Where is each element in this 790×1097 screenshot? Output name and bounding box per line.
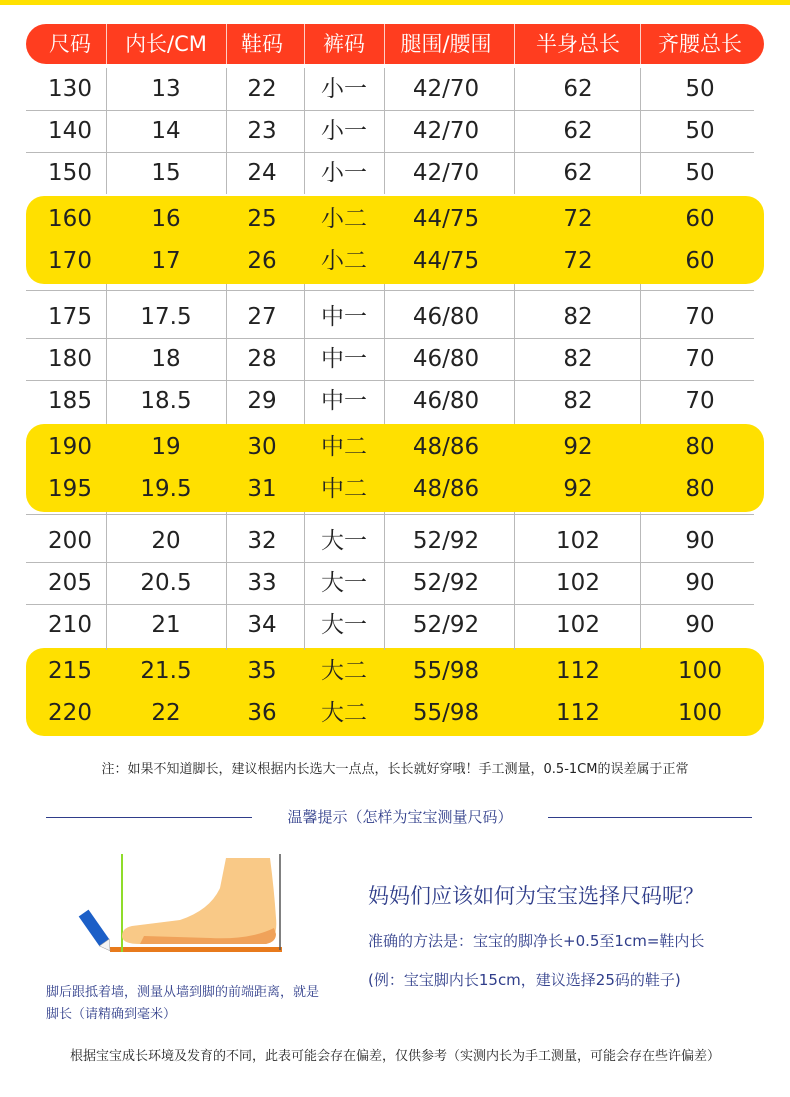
table-cell: 中一 bbox=[321, 346, 367, 372]
table-cell: 80 bbox=[685, 434, 715, 460]
table-cell: 52/92 bbox=[412, 570, 480, 596]
table-cell: 22 bbox=[151, 700, 181, 726]
table-cell: 220 bbox=[48, 700, 92, 726]
table-cell: 31 bbox=[247, 476, 277, 502]
table-cell: 50 bbox=[685, 118, 715, 144]
tip-title: 温馨提示（怎样为宝宝测量尺码） bbox=[287, 808, 513, 826]
table-cell: 34 bbox=[247, 612, 277, 638]
table-cell: 170 bbox=[48, 248, 92, 274]
measure-caption-line1: 脚后跟抵着墙，测量从墙到脚的前端距离，就是 bbox=[46, 985, 320, 1000]
table-cell: 小二 bbox=[321, 206, 367, 232]
top-accent-strip bbox=[0, 0, 790, 5]
table-cell: 52/92 bbox=[412, 612, 480, 638]
table-cell: 36 bbox=[247, 700, 277, 726]
size-table-header bbox=[26, 24, 764, 64]
table-cell: 102 bbox=[556, 570, 600, 596]
table-cell: 50 bbox=[685, 160, 715, 186]
table-cell: 55/98 bbox=[412, 700, 480, 726]
table-cell: 22 bbox=[247, 76, 277, 102]
table-cell: 中一 bbox=[321, 388, 367, 414]
table-cell: 13 bbox=[151, 76, 181, 102]
table-cell: 62 bbox=[563, 160, 593, 186]
table-cell: 35 bbox=[247, 658, 277, 684]
disclaimer-footer: 根据宝宝成长环境及发育的不同，此表可能会存在偏差，仅供参考（实测内长为手工测量，可能会存在些许偏差） bbox=[69, 1049, 720, 1064]
column-divider bbox=[640, 68, 641, 194]
header-cell: 半身总长 bbox=[536, 32, 620, 56]
header-cell: 齐腰总长 bbox=[658, 32, 742, 56]
table-cell: 180 bbox=[48, 346, 92, 372]
table-cell: 72 bbox=[563, 206, 593, 232]
table-cell: 27 bbox=[247, 304, 277, 330]
table-cell: 17 bbox=[151, 248, 181, 274]
table-cell: 190 bbox=[48, 434, 92, 460]
table-cell: 42/70 bbox=[412, 76, 480, 102]
table-cell: 90 bbox=[685, 570, 715, 596]
table-cell: 中一 bbox=[321, 304, 367, 330]
table-cell: 29 bbox=[247, 388, 277, 414]
table-cell: 60 bbox=[685, 248, 715, 274]
table-cell: 72 bbox=[563, 248, 593, 274]
table-cell: 150 bbox=[48, 160, 92, 186]
column-divider bbox=[640, 512, 641, 650]
table-cell: 小一 bbox=[321, 160, 367, 186]
foot-icon bbox=[70, 848, 300, 960]
table-cell: 215 bbox=[48, 658, 92, 684]
table-cell: 48/86 bbox=[412, 434, 480, 460]
measure-caption-line2: 脚长（请精确到毫米） bbox=[46, 1007, 177, 1022]
foot-measuring-illustration bbox=[70, 848, 300, 960]
table-cell: 小二 bbox=[321, 248, 367, 274]
table-cell: 大二 bbox=[321, 700, 367, 726]
table-cell: 25 bbox=[247, 206, 277, 232]
table-cell: 44/75 bbox=[412, 248, 480, 274]
table-cell: 18.5 bbox=[140, 388, 192, 414]
table-cell: 中二 bbox=[321, 434, 367, 460]
table-cell: 20.5 bbox=[140, 570, 192, 596]
tip-divider-left bbox=[46, 817, 252, 818]
row-divider bbox=[26, 514, 754, 515]
header-cell: 内长/CM bbox=[125, 32, 207, 56]
table-cell: 205 bbox=[48, 570, 92, 596]
column-divider bbox=[514, 512, 515, 650]
measure-caption bbox=[46, 982, 346, 1026]
header-cell: 尺码 bbox=[49, 32, 91, 56]
question-title: 妈妈们应该如何为宝宝选择尺码呢？ bbox=[368, 884, 704, 908]
column-divider bbox=[640, 284, 641, 424]
size-table bbox=[26, 68, 764, 736]
header-divider bbox=[514, 24, 515, 64]
table-cell: 112 bbox=[556, 658, 600, 684]
tip-divider-right bbox=[548, 817, 752, 818]
table-cell: 46/80 bbox=[412, 304, 480, 330]
table-cell: 70 bbox=[685, 346, 715, 372]
table-cell: 44/75 bbox=[412, 206, 480, 232]
column-divider bbox=[514, 284, 515, 424]
table-cell: 102 bbox=[556, 612, 600, 638]
table-cell: 70 bbox=[685, 388, 715, 414]
table-cell: 62 bbox=[563, 76, 593, 102]
table-cell: 185 bbox=[48, 388, 92, 414]
method-text: 准确的方法是：宝宝的脚净长+0.5至1cm=鞋内长 bbox=[368, 932, 705, 950]
table-cell: 80 bbox=[685, 476, 715, 502]
table-cell: 大二 bbox=[321, 658, 367, 684]
table-cell: 70 bbox=[685, 304, 715, 330]
table-cell: 21.5 bbox=[140, 658, 192, 684]
table-cell: 130 bbox=[48, 76, 92, 102]
table-cell: 大一 bbox=[321, 528, 367, 554]
table-cell: 46/80 bbox=[412, 388, 480, 414]
table-cell: 82 bbox=[563, 388, 593, 414]
header-cell: 鞋码 bbox=[241, 32, 283, 56]
table-cell: 17.5 bbox=[140, 304, 192, 330]
table-cell: 100 bbox=[678, 700, 722, 726]
table-cell: 23 bbox=[247, 118, 277, 144]
table-cell: 小一 bbox=[321, 118, 367, 144]
table-cell: 46/80 bbox=[412, 346, 480, 372]
table-cell: 195 bbox=[48, 476, 92, 502]
table-cell: 16 bbox=[151, 206, 181, 232]
table-cell: 48/86 bbox=[412, 476, 480, 502]
table-cell: 90 bbox=[685, 612, 715, 638]
example-text: (例：宝宝脚内长15cm，建议选择25码的鞋子) bbox=[368, 971, 681, 989]
table-cell: 62 bbox=[563, 118, 593, 144]
table-cell: 52/92 bbox=[412, 528, 480, 554]
table-cell: 50 bbox=[685, 76, 715, 102]
table-cell: 92 bbox=[563, 476, 593, 502]
table-cell: 82 bbox=[563, 346, 593, 372]
table-cell: 140 bbox=[48, 118, 92, 144]
table-cell: 82 bbox=[563, 304, 593, 330]
table-cell: 175 bbox=[48, 304, 92, 330]
table-cell: 19 bbox=[151, 434, 181, 460]
row-divider bbox=[26, 290, 754, 291]
table-cell: 28 bbox=[247, 346, 277, 372]
table-cell: 中二 bbox=[321, 476, 367, 502]
table-cell: 92 bbox=[563, 434, 593, 460]
table-cell: 32 bbox=[247, 528, 277, 554]
table-cell: 19.5 bbox=[140, 476, 192, 502]
header-cell: 腿围/腰围 bbox=[400, 32, 492, 56]
table-cell: 30 bbox=[247, 434, 277, 460]
table-cell: 42/70 bbox=[412, 118, 480, 144]
table-cell: 26 bbox=[247, 248, 277, 274]
table-cell: 小一 bbox=[321, 76, 367, 102]
measurement-note: 注：如果不知道脚长，建议根据内长选大一点点，长长就好穿哦！手工测量，0.5-1CM的误差属于正常 bbox=[101, 762, 689, 777]
table-cell: 60 bbox=[685, 206, 715, 232]
column-divider bbox=[514, 68, 515, 194]
table-cell: 大一 bbox=[321, 570, 367, 596]
table-cell: 112 bbox=[556, 700, 600, 726]
table-cell: 200 bbox=[48, 528, 92, 554]
table-cell: 21 bbox=[151, 612, 181, 638]
table-cell: 33 bbox=[247, 570, 277, 596]
table-cell: 210 bbox=[48, 612, 92, 638]
table-cell: 160 bbox=[48, 206, 92, 232]
table-cell: 42/70 bbox=[412, 160, 480, 186]
table-cell: 100 bbox=[678, 658, 722, 684]
table-cell: 15 bbox=[151, 160, 181, 186]
table-cell: 90 bbox=[685, 528, 715, 554]
table-cell: 55/98 bbox=[412, 658, 480, 684]
table-cell: 18 bbox=[151, 346, 181, 372]
table-cell: 14 bbox=[151, 118, 181, 144]
table-cell: 大一 bbox=[321, 612, 367, 638]
table-cell: 102 bbox=[556, 528, 600, 554]
table-cell: 20 bbox=[151, 528, 181, 554]
table-cell: 24 bbox=[247, 160, 277, 186]
header-cell: 裤码 bbox=[323, 32, 365, 56]
